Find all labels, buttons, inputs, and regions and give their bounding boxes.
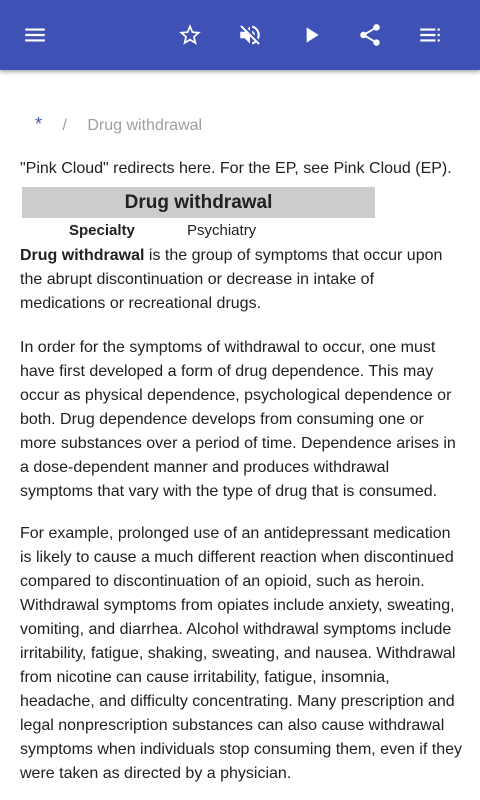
infobox-key: Specialty xyxy=(69,222,135,239)
redirect-hatnote: "Pink Cloud" redirects here. For the EP, see Pink Cloud (EP). xyxy=(20,160,452,177)
volume-off-icon[interactable] xyxy=(226,11,274,59)
article-paragraph-1 xyxy=(20,244,462,316)
menu-icon[interactable] xyxy=(11,11,59,59)
breadcrumb-current: Drug withdrawal xyxy=(87,117,203,134)
article-paragraph-3: For example, prolonged use of an antidepressant medication is likely to cause a much different reaction when discontinued compared to discontinuation of an opioid, such as heroin. Withdrawal symptoms from opiates include anxiety, sweating, vomiting, and diarrhea. Alcohol withdrawal symptoms include irritability, fatigue, shaking, sweating, and nausea. Withdrawal from nicotine can cause irritability, fatigue, insomnia, headache, and difficulty concentrating. Many prescription and legal nonprescription substances can also cause withdrawal symptoms when individuals stop consuming them, even if they were taken as directed by a physician. xyxy=(20,525,462,782)
infobox-value: Psychiatry xyxy=(187,222,257,239)
list-icon[interactable] xyxy=(406,11,454,59)
infobox-row xyxy=(22,220,375,242)
share-icon[interactable] xyxy=(346,11,394,59)
breadcrumb xyxy=(35,114,202,135)
article-term: Drug withdrawal xyxy=(20,247,145,264)
infobox-title: Drug withdrawal xyxy=(22,187,375,218)
article-paragraph-2: In order for the symptoms of withdrawal to occur, one must have first developed a form of drug dependence. This may occur as physical dependence, psychological dependence or both. Drug dependence develops from consuming one or more substances over a period of time. Dependence arises in a dose-dependent manner and produces withdrawal symptoms that vary with the type of drug that is consumed. xyxy=(20,339,456,500)
breadcrumb-separator: / xyxy=(62,117,67,134)
star-icon[interactable] xyxy=(166,11,214,59)
article-paragraph-1-text: is the group of symptoms that occur upon the abrupt discontinuation or decrease in intake of medications or recreational drugs. xyxy=(20,247,443,312)
play-icon[interactable] xyxy=(287,11,335,59)
app-bar xyxy=(0,0,480,70)
breadcrumb-home-link[interactable]: * xyxy=(35,114,43,134)
